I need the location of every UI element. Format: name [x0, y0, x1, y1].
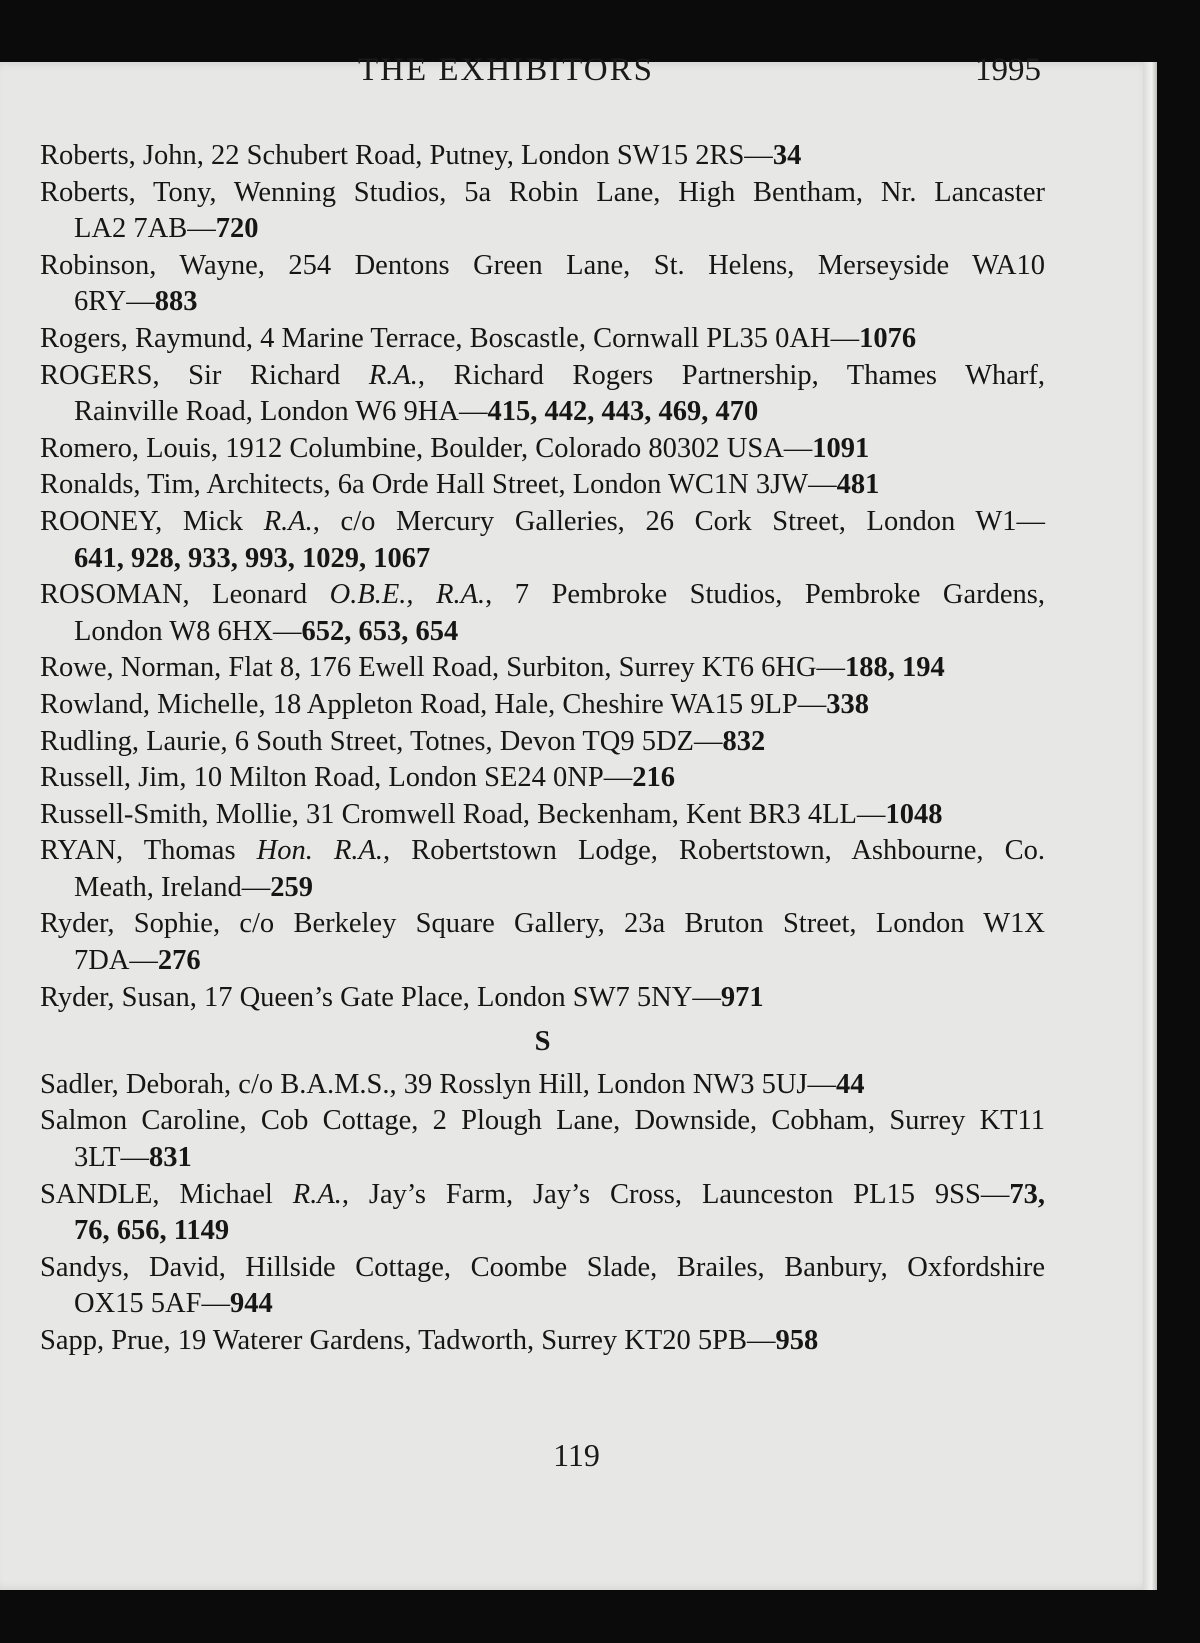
exhibitor-entry [40, 577, 1045, 650]
entry-text: Rogers, Raymund, 4 Marine Terrace, Boscastle, Cornwall PL35 0AH— [40, 322, 860, 354]
entry-catalogue-numbers: 1076 [859, 322, 917, 354]
entry-catalogue-numbers: 652, 653, 654 [301, 615, 459, 647]
entry-text: OX15 5AF— [74, 1288, 230, 1320]
entry-text: 6RY— [74, 286, 155, 318]
entry-text: Ronalds, Tim, Architects, 6a Orde Hall Street, London WC1N 3JW— [40, 469, 837, 501]
entry-catalogue-numbers: 216 [632, 762, 675, 794]
entry-text: , 7 Pembroke Studios, Pembroke Gardens, [485, 579, 1046, 611]
entry-line [74, 1213, 1045, 1250]
exhibitor-entry [40, 1103, 1045, 1176]
entry-text: Ryder, Sophie, c/o Berkeley Square Gallery, 23a Bruton Street, London W1X [40, 908, 1045, 940]
exhibitor-entry [40, 467, 1045, 504]
exhibitor-entry [40, 906, 1045, 979]
entry-text: ROSOMAN, Leonard [40, 579, 330, 611]
exhibitor-list [40, 138, 1045, 1360]
exhibitor-entry [40, 687, 1045, 724]
entry-text: , Robertstown Lodge, Robertstown, Ashbourne, Co. [383, 835, 1045, 867]
entry-honours: O.B.E., R.A. [329, 579, 486, 611]
entry-catalogue-numbers: 338 [826, 688, 870, 720]
entry-line [40, 358, 1045, 395]
entry-catalogue-numbers: 188, 194 [845, 652, 945, 684]
entry-line [74, 870, 1045, 907]
entry-text: Rowe, Norman, Flat 8, 176 Ewell Road, Surbiton, Surrey KT6 6HG— [40, 652, 846, 684]
entry-line [40, 175, 1045, 212]
entry-catalogue-numbers: 971 [720, 981, 764, 1013]
entry-line [74, 394, 1045, 431]
entry-text: , c/o Mercury Galleries, 26 Cork Street, London W1— [312, 505, 1046, 537]
entry-line [74, 943, 1045, 980]
entry-honours: R.A. [368, 359, 418, 391]
entry-line [74, 211, 1045, 248]
entry-catalogue-numbers: 76, 656, 1149 [74, 1215, 230, 1247]
exhibitor-entry [40, 1323, 1045, 1360]
entry-line [40, 1103, 1045, 1140]
entry-line [40, 760, 1045, 797]
entry-text: SANDLE, Michael [40, 1178, 293, 1210]
entry-catalogue-numbers: 958 [775, 1325, 819, 1356]
entry-text: ROGERS, Sir Richard [40, 359, 369, 391]
entry-line [40, 724, 1045, 761]
exhibitor-entry [40, 1250, 1045, 1323]
entry-line [40, 467, 1045, 504]
exhibitor-list-r [40, 138, 1045, 1016]
exhibitor-entry [40, 980, 1045, 1017]
entry-text: ROONEY, Mick [40, 505, 264, 537]
entry-line [40, 650, 1045, 687]
entry-catalogue-numbers: 415, 442, 443, 469, 470 [487, 396, 759, 428]
entry-line [74, 284, 1045, 321]
entry-honours: R.A. [263, 505, 313, 537]
entry-line [40, 1323, 1045, 1360]
entry-catalogue-numbers: 944 [229, 1288, 273, 1320]
entry-line [40, 797, 1045, 834]
entry-line [40, 248, 1045, 285]
entry-line [40, 906, 1045, 943]
running-title: THE EXHIBITORS [358, 52, 654, 88]
exhibitor-entry [40, 1177, 1045, 1250]
entry-text: LA2 7AB— [74, 213, 216, 245]
exhibitor-list-s [40, 1067, 1045, 1360]
entry-catalogue-numbers: 1091 [812, 432, 870, 464]
entry-line [40, 980, 1045, 1017]
entry-line [74, 541, 1045, 578]
entry-line [40, 1177, 1046, 1214]
entry-catalogue-numbers: 720 [215, 213, 259, 245]
page-edge [1143, 62, 1157, 1590]
entry-line [40, 504, 1046, 541]
exhibitor-entry [40, 175, 1045, 248]
section-letter: S [534, 1026, 551, 1058]
running-header [0, 52, 1153, 102]
exhibitor-entry [40, 1067, 1045, 1104]
entry-line [40, 687, 1045, 724]
exhibitor-entry [40, 724, 1045, 761]
entry-text: Sandys, David, Hillside Cottage, Coombe Slade, Brailes, Banbury, Oxfordshire [40, 1251, 1045, 1283]
entry-text: Russell, Jim, 10 Milton Road, London SE24 0NP— [40, 762, 633, 794]
exhibitor-entry [40, 321, 1045, 358]
exhibitor-entry [40, 504, 1045, 577]
page-number: 119 [553, 1437, 600, 1473]
entry-catalogue-numbers: 832 [722, 725, 766, 757]
entry-line [40, 1250, 1045, 1287]
entry-line [40, 577, 1046, 614]
entry-text: Russell-Smith, Mollie, 31 Cromwell Road, Beckenham, Kent BR3 4LL— [40, 798, 886, 830]
entry-text: RYAN, Thomas [40, 835, 257, 867]
entry-line [40, 431, 1045, 468]
entry-text: , Richard Rogers Partnership, Thames Wharf, [417, 359, 1045, 391]
entry-line [40, 321, 1045, 358]
entry-text: Roberts, John, 22 Schubert Road, Putney, London SW15 2RS— [40, 140, 773, 171]
entry-catalogue-numbers: 44 [836, 1068, 865, 1100]
entry-text: Meath, Ireland— [74, 871, 271, 903]
exhibitor-entry [40, 138, 1045, 175]
entry-text: Romero, Louis, 1912 Columbine, Boulder, Colorado 80302 USA— [40, 432, 813, 464]
entry-line [74, 1140, 1045, 1177]
exhibitor-entry [40, 358, 1045, 431]
entry-text: Sapp, Prue, 19 Waterer Gardens, Tadworth, Surrey KT20 5PB— [40, 1325, 776, 1356]
exhibitor-entry [40, 431, 1045, 468]
entry-catalogue-numbers: 641, 928, 933, 993, 1029, 1067 [74, 542, 431, 574]
entry-text: Robinson, Wayne, 254 Dentons Green Lane, St. Helens, Merseyside WA10 [40, 249, 1045, 281]
entry-catalogue-numbers: 1048 [885, 798, 943, 830]
entry-text: , Jay’s Farm, Jay’s Cross, Launceston PL15 9SS— [341, 1178, 1010, 1210]
entry-text: Sadler, Deborah, c/o B.A.M.S., 39 Rosslyn Hill, London NW3 5UJ— [40, 1068, 837, 1100]
entry-line [74, 614, 1045, 651]
exhibitor-entry [40, 797, 1045, 834]
exhibitor-entry [40, 833, 1045, 906]
entry-line [40, 138, 1045, 175]
entry-text: Rainville Road, London W6 9HA— [74, 396, 488, 428]
entry-text: 3LT— [74, 1142, 149, 1174]
entry-catalogue-numbers: 259 [270, 871, 314, 903]
entry-text: Salmon Caroline, Cob Cottage, 2 Plough Lane, Downside, Cobham, Surrey KT11 [40, 1105, 1045, 1137]
entry-text: Ryder, Susan, 17 Queen’s Gate Place, London SW7 5NY— [40, 981, 721, 1013]
entry-line [40, 1067, 1045, 1104]
entry-text: Rudling, Laurie, 6 South Street, Totnes, Devon TQ9 5DZ— [40, 725, 723, 757]
entry-line [40, 833, 1045, 870]
running-year: 1995 [975, 52, 1041, 88]
entry-honours: R.A. [292, 1178, 342, 1210]
entry-catalogue-numbers: 276 [157, 945, 201, 977]
entry-text: Rowland, Michelle, 18 Appleton Road, Hale, Cheshire WA15 9LP— [40, 688, 827, 720]
entry-catalogue-numbers: 34 [772, 140, 802, 171]
entry-text: Roberts, Tony, Wenning Studios, 5a Robin Lane, High Bentham, Nr. Lancaster [40, 176, 1045, 208]
exhibitor-entry [40, 248, 1045, 321]
entry-catalogue-numbers: 73, [1009, 1178, 1046, 1210]
entry-honours: Hon. R.A. [256, 835, 384, 867]
entry-text: 7DA— [74, 945, 158, 977]
exhibitor-entry [40, 760, 1045, 797]
entry-line [74, 1286, 1045, 1323]
exhibitor-entry [40, 650, 1045, 687]
entry-catalogue-numbers: 481 [836, 469, 880, 501]
entry-catalogue-numbers: 831 [148, 1142, 192, 1174]
entry-catalogue-numbers: 883 [154, 286, 198, 318]
entry-text: London W8 6HX— [74, 615, 302, 647]
